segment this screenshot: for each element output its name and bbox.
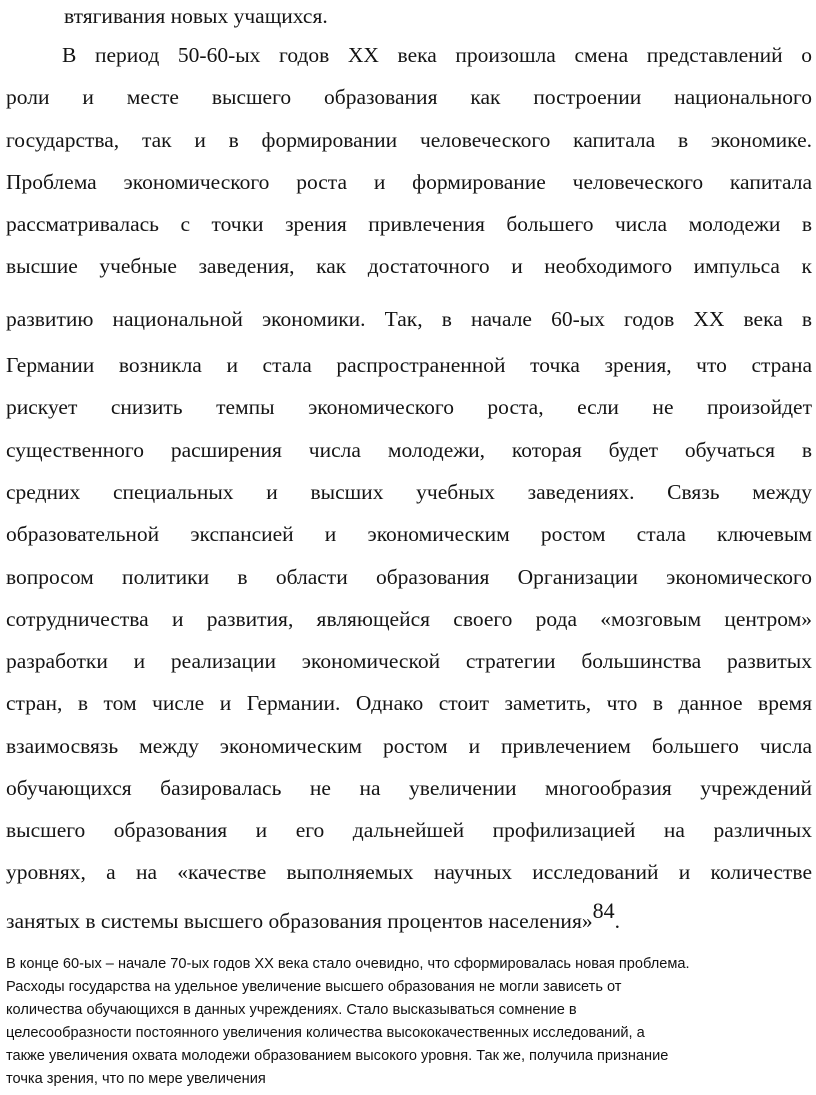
- text-line: вопросом политики в области образования Организации экономического: [6, 565, 812, 589]
- text-line: рискует снизить темпы экономического роста, если не произойдет: [6, 395, 812, 419]
- note-line: точка зрения, что по мере увеличения: [6, 1071, 266, 1087]
- text-line: Германии возникла и стала распространенной точка зрения, что страна: [6, 353, 812, 377]
- footnote-reference[interactable]: 84: [592, 898, 615, 923]
- text-line: высшие учебные заведения, как достаточного и необходимого импульса к: [6, 254, 812, 278]
- text-line: Проблема экономического роста и формирование человеческого капитала: [6, 170, 812, 194]
- text-line: взаимосвязь между экономическим ростом и привлечением большего числа: [6, 734, 812, 758]
- end-period: .: [614, 909, 620, 933]
- paragraph-last-line: [6, 898, 812, 936]
- note-line: В конце 60-ых – начале 70-ых годов XX века стало очевидно, что сформировалась новая проблема.: [6, 956, 690, 972]
- text-line: развитию национальной экономики. Так, в начале 60-ых годов XX века в: [6, 307, 812, 331]
- text-line: образовательной экспансией и экономическим ростом стала ключевым: [6, 522, 812, 546]
- text-line: разработки и реализации экономической стратегии большинства развитых: [6, 649, 812, 673]
- last-line-text: занятых в системы высшего образования процентов населения»: [6, 909, 593, 933]
- text-line: сотрудничества и развития, являющейся своего рода «мозговым центром»: [6, 607, 812, 631]
- text-line: втягивания новых учащихся.: [64, 4, 328, 28]
- text-line: обучающихся базировалась не на увеличении многообразия учреждений: [6, 776, 812, 800]
- text-line: существенного расширения числа молодежи, которая будет обучаться в: [6, 438, 812, 462]
- note-line: также увеличения охвата молодежи образованием высокого уровня. Так же, получила признание: [6, 1048, 669, 1064]
- note-line: Расходы государства на удельное увеличение высшего образования не могли зависеть от: [6, 979, 622, 995]
- text-line: рассматривалась с точки зрения привлечения большего числа молодежи в: [6, 212, 812, 236]
- note-line: целесообразности постоянного увеличения количества высококачественных исследований, а: [6, 1025, 645, 1041]
- text-line: роли и месте высшего образования как построении национального: [6, 85, 812, 109]
- text-line: государства, так и в формировании человеческого капитала в экономике.: [6, 128, 812, 152]
- text-line: средних специальных и высших учебных заведениях. Связь между: [6, 480, 812, 504]
- note-line: количества обучающихся в данных учреждениях. Стало высказываться сомнение в: [6, 1002, 577, 1018]
- text-line: уровнях, а на «качестве выполняемых научных исследований и количестве: [6, 860, 812, 884]
- text-line: высшего образования и его дальнейшей профилизацией на различных: [6, 818, 812, 842]
- text-line: стран, в том числе и Германии. Однако стоит заметить, что в данное время: [6, 691, 812, 715]
- paragraph-first-line: В период 50-60-ых годов XX века произошла смена представлений о: [62, 43, 812, 67]
